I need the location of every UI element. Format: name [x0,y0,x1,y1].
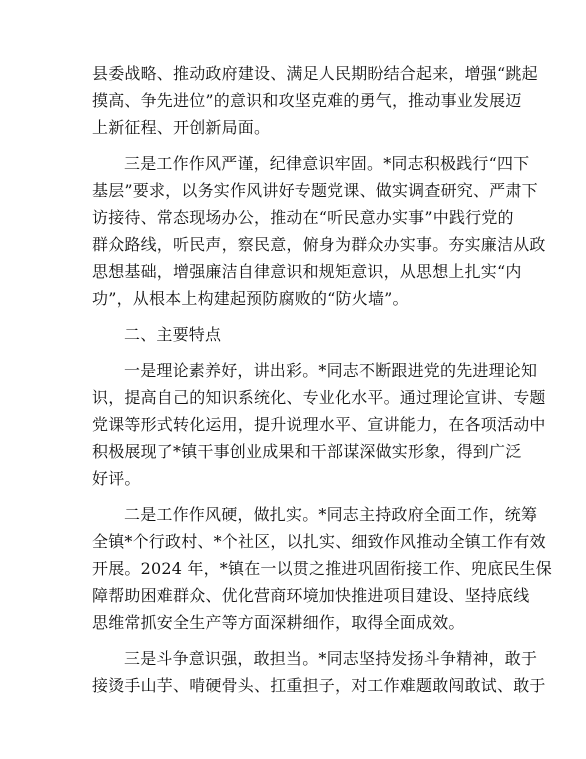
text-line: 思维常抓安全生产等方面深耕细作，取得全面成效。 [92,613,465,632]
text-line: 接烫手山芋、啃硬骨头、扛重担子，对工作难题敢闯敢试、敢于 [92,676,546,695]
text-line: 全镇*个行政村、*个社区，以扎实、细致作风推动全镇工作有效 [92,532,546,551]
paragraph-intro-continuation [92,60,538,141]
paragraph-theory [92,357,546,492]
paragraph-work-solid [92,501,553,636]
text-line: 基层”要求，以务实作风讲好专题党课、做实调查研究、严肃下 [92,181,538,200]
text-line: 一是理论素养好，讲出彩。*同志不断跟进党的先进理论知 [124,361,538,380]
text-line: 访接待、常态现场办公，推动在“听民意办实事”中践行党的 [92,208,514,227]
text-line: 积极展现了*镇干事创业成果和干部谋深做实形象，得到广泛 [92,442,522,461]
text-line: 识，提高自己的知识系统化、专业化水平。通过理论宣讲、专题 [92,388,546,407]
paragraph-work-style [92,150,546,312]
text-line: 障帮助困难群众、优化营商环境加快推进项目建设、坚持底线 [92,586,530,605]
text-line: 三是工作作风严谨，纪律意识牢固。*同志积极践行“四下 [124,154,530,173]
text-line: 党课等形式转化运用，提升说理水平、宣讲能力，在各项活动中 [92,415,546,434]
text-line: 思想基础，增强廉洁自律意识和规矩意识，从思想上扎实“内 [92,262,522,281]
text-line: 三是斗争意识强，敢担当。*同志坚持发扬斗争精神，敢于 [124,649,538,668]
paragraph-struggle [92,645,546,699]
text-line: 好评。 [92,469,141,488]
text-line: 开展。2024 年，*镇在一以贯之推进巩固衔接工作、兜底民生保 [92,559,553,578]
section-heading [92,321,502,348]
text-line: 二是工作作风硬，做扎实。*同志主持政府全面工作，统筹 [124,505,538,524]
heading-text: 二、主要特点 [124,325,222,344]
text-line: 摸高、争先进位”的意识和攻坚克难的勇气，推动事业发展迈 [92,91,522,110]
text-line: 县委战略、推动政府建设、满足人民期盼结合起来，增强“跳起 [92,64,538,83]
text-line: 功”，从根本上构建起预防腐败的“防火墙”。 [92,289,409,308]
text-line: 上新征程、开创新局面。 [92,118,271,137]
text-line: 群众路线，听民声，察民意，俯身为群众办实事。夯实廉洁从政 [92,235,546,254]
